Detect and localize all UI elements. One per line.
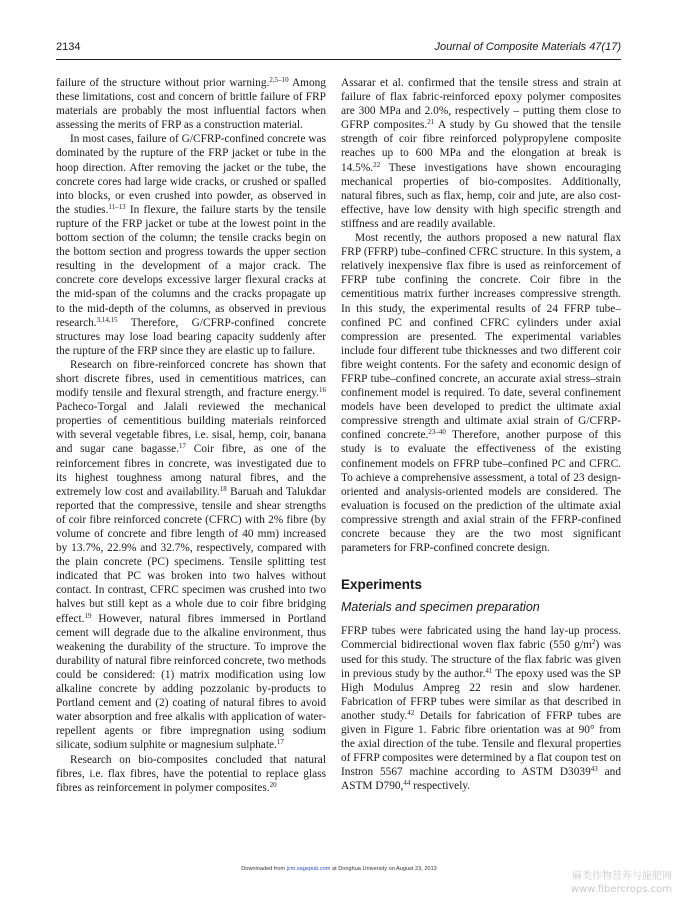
text-run: ) was used for this study. The structure of the flax fabric was given in previous study by the author. [341,639,621,680]
citation: 43 [590,765,598,774]
watermark-line: 麻类作物营养与施肥网 [572,871,672,882]
text-run: However, natural fibres immersed in Portland cement will degrade due to the alkaline environment, thus weakening the durability of the structure. To improve the durability of natural fibre reinforced concrete, two methods could be considered: (1) matrix modification using low alkaline concrete by adding pozzolanic by-products to Portland cement and (2) coating of natural fibres to avoid water absorption and free alkalis with application of water-repellent agents or fibre impregnation using sodium silicate, sodium sulphite or magnesium sulphate. [56,612,326,752]
footer-link[interactable]: jcm.sagepub.com [286,866,331,872]
paragraph [341,624,621,793]
paragraph [56,753,326,795]
section-heading: Experiments [341,577,423,593]
citation: 42 [407,708,415,717]
text-run: Therefore, G/CFRP-confined concrete structures may lose load bearing capacity suddenly after the rupture of the FRP since they are elastic up to failure. [56,316,326,357]
paragraph [56,76,326,132]
right-column [341,76,621,836]
citation: 17 [179,442,187,451]
footer-text: at Donghua University on August 23, 2013 [330,866,437,872]
text-run: Assarar et al. confirmed that the tensile stress and strain at failure of flax fabric-reinforced epoxy polymer composites are 300 MPa and 2.0%, respectively – putting them close to GFRP composites. [341,77,621,132]
watermark-line: www.fibercrops.com [570,884,672,895]
watermark [571,870,672,896]
journal-title: Journal of Composite Materials 47(17) [434,41,621,53]
paragraph [341,231,621,555]
paragraph [341,76,621,231]
citation: 22 [373,160,381,169]
paragraph [56,132,326,358]
text-run: A study by Gu showed that the tensile strength of coir fibre reinforced polypropylene composite reaches up to 600 MPa and the elongation at break is 14.5%. [341,119,621,174]
citation: 44 [403,779,411,788]
superscript: 2 [591,638,596,647]
text-run: Research on bio-composites concluded that natural fibres, i.e. flax fibres, have the potential to replace glass fibres as reinforcement in polymer composites. [56,753,326,794]
citation: 41 [485,666,493,675]
text-run: Among these limitations, cost and concern of brittle failure of FRP materials are probably the most influential factors when assessing the merits of FRP as a construction material. [56,77,326,132]
text-run: and ASTM D790, [341,766,621,793]
text-run: Research on fibre-reinforced concrete has shown that short discrete fibres, used in cementitious matrices, can modify tensile and flexural strength, and fracture energy. [56,358,326,400]
text-run: Details for fabrication of FFRP tubes are given in Figure 1. Fabric fibre orientation was at 90° from the axial direction of the tube. Tensile and flexural properties of FFRP composites were determined by a flat coupon test on Instron 5567 machine according to ASTM D3039 [341,709,621,779]
citation: 20 [269,780,277,789]
page-number: 2134 [56,41,81,53]
footer-text: Downloaded from [241,866,287,872]
subsection-heading: Materials and specimen preparation [341,600,540,615]
citation: 16 [319,386,326,395]
text-run: These investigations have shown encouraging mechanical properties of bio-composites. Additionally, natural fibres, such as flax, hemp, coir and jute, are also cost-effective, have low density with high specific strength and stiffness and are readily available. [341,161,621,230]
text-run: The epoxy used was the SP High Modulus Ampreg 22 resin and slow hardener. Fabrication of FFRP tubes were similar as that described in another study. [341,667,621,722]
text-run: Pacheco-Torgal and Jalali reviewed the mechanical properties of cementitious building materials reinforced with several vegetable fibres, i.e. sisal, hemp, coir, banana and sugar cane bagasse. [56,401,326,456]
text-run: FFRP tubes were fabricated using the hand lay-up process. Commercial bidirectional woven flax fabric (550 g/m [341,625,621,652]
citation: 3,14,15 [96,315,118,324]
text-run: In most cases, failure of G/CFRP-confined concrete was dominated by the rupture of the FRP jacket or tube in the hoop direction. After removing the jacket or the tube, the concrete cores had large wide cracks, or crushed or spalled into blocks, or even crushed into powder, as observed in the studies. [56,133,326,216]
header-rule [56,59,621,60]
citation: 17 [276,738,284,747]
citation: 19 [84,611,92,620]
citation: 2,5–10 [269,76,289,84]
citation: 23–40 [428,428,446,437]
text-run: Baruah and Talukdar reported that the compressive, tensile and shear strengths of coir fibre reinforced concrete (CFRC) with 2% fibre (by volume of concrete and fibre length of 40 mm) increased by 13.7%, 22.9% and 32.7%, respectively, compared with the plain concrete (PC) specimens. Tensile splitting test indicated that PC was broken into two halves without contact. In contrast, CFRC specimen was crushed into two halves but still kept as a whole due to coir fibre bridging effect. [56,485,326,625]
left-column [56,76,326,836]
text-run: Coir fibre, as one of the reinforcement fibres in concrete, was investigated due to its highest toughness among natural fibres, and the extremely low cost and availability. [56,443,326,498]
text-run: failure of the structure without prior warning. [56,77,270,89]
text-run: respectively. [410,780,471,793]
text-run: Most recently, the authors proposed a new natural flax FRP (FFRP) tube–confined CFRC structure. In this system, a relatively inexpensive flax fibre is used as reinforcement of FFRP tube confining the concrete. Coir fibre in the cementitious matrix further increases compressive strength. In this study, the experimental results of 24 FFRP tube–confined PC and confined CFRC cylinders under axial compression are presented. The experimental variables include four different tube thicknesses and two different coir fibre weight contents. For the safety and economic design of FFRP tube–confined concrete, an accurate axial stress–strain confinement model is required. To date, several confinement models have been developed to predict the ultimate axial compressive strength and ultimate axial strain of G/CFRP-confined concrete. [341,232,621,442]
running-header [56,41,621,57]
text-run: Therefore, another purpose of this study is to evaluate the effectiveness of the existing confinement models on FFRP tube–confined PC and CFRC. To achieve a comprehensive assessment, a total of 23 design-oriented and analysis-oriented models are considered. The evaluation is focused on the prediction of the ultimate axial compressive strength and axial strain of the FFRP-confined concrete because they are the two most significant parameters for FRP-confined concrete design. [341,429,621,555]
citation: 18 [219,484,227,493]
citation: 11–13 [108,202,126,211]
text-run: In flexure, the failure starts by the tensile rupture of the FRP jacket or tube at the lowest point in the bottom section of the column; the tensile cracks begin on the bottom section and progress towards the upper section resulting in the development of a major crack. The concrete core develops excessive larger flexural cracks at the mid-span of the columns and the cracks propagate up to the mid-depth of the columns, as observed in previous research. [56,203,326,329]
paragraph [56,358,326,753]
citation: 21 [427,118,435,127]
